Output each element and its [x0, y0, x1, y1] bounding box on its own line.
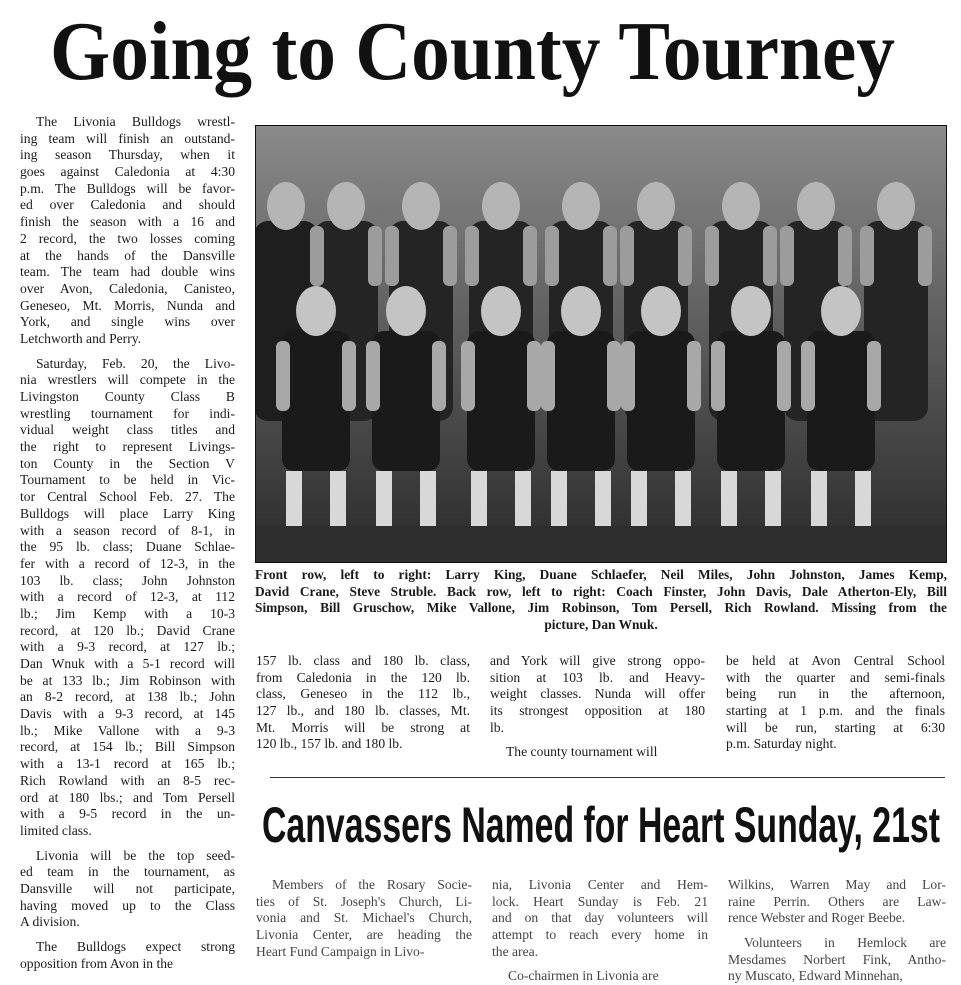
arm [777, 341, 791, 411]
arm [801, 341, 815, 411]
boot [675, 471, 691, 526]
front-row-body [547, 331, 615, 471]
boot [471, 471, 487, 526]
text-line: ing season Thursday, when it [20, 147, 235, 163]
boot [376, 471, 392, 526]
text-line: with a record of 12-3, at 112 [20, 589, 235, 605]
arm [678, 226, 692, 286]
canvassers-column-3 [728, 877, 946, 985]
text-line: Saturday, Feb. 20, the Livo- [36, 355, 235, 371]
arm [310, 226, 324, 286]
team-photo [255, 125, 947, 563]
text-line: Livingston County Class B [20, 389, 235, 404]
text-line: Livonia will be the top seed- [36, 847, 235, 863]
arm [780, 226, 794, 286]
text-line: attempt to reach every home in [492, 927, 708, 943]
text-line: rence Webster and Roger Beebe. [728, 910, 906, 926]
caption-line: David Crane, Steve Struble. Back row, left to right: Coach Finster, John Davis, Dale Atherton-Ely, Bill [255, 583, 947, 599]
text-line: The Livonia Bulldogs wrestl- [36, 114, 235, 129]
text-line: Members of the Rosary Socie- [272, 877, 472, 892]
arm [342, 341, 356, 411]
paragraph-gap [20, 840, 235, 848]
front-row-body [807, 331, 875, 471]
text-line: raine Perrin. Others are Law- [728, 893, 946, 909]
paragraph-gap [20, 348, 235, 356]
text-line: 2 record, the two losses coming [20, 230, 235, 246]
boot [855, 471, 871, 526]
wrestling-team-photo-image [256, 126, 946, 562]
text-line: 157 lb. class and 180 lb. class, [256, 653, 470, 668]
text-line: York, and single wins over [20, 314, 235, 330]
text-line: Wilkins, Warren May and Lor- [728, 877, 946, 892]
arm [838, 226, 852, 286]
text-line: having moved up to the Class [20, 897, 235, 913]
text-line: 120 lb., 157 lb. and 180 lb. [256, 736, 403, 752]
text-line: at the hands of the Dansville [20, 247, 235, 263]
text-line: The Bulldogs expect strong [36, 939, 235, 954]
text-line: ed over Caledonia and should [20, 197, 235, 213]
text-line: The county tournament will [506, 744, 658, 760]
text-line: Livonia Center, are heading the [256, 927, 472, 943]
caption-line: Front row, left to right: Larry King, Duane Schlaefer, Neil Miles, John Johnston, James Kemp, [255, 567, 947, 582]
text-line: Mt. Morris will be strong at [256, 719, 470, 735]
boot [551, 471, 567, 526]
headline: Going to County Tourney [50, 5, 895, 98]
back-row-head [797, 182, 835, 230]
text-line: the 95 lb. class; Duane Schlae- [20, 539, 235, 555]
text-line: will be run, starting at 6:30 [726, 719, 945, 735]
text-line: with a season record of 8-1, in [20, 522, 235, 538]
text-line: the area. [492, 943, 539, 959]
text-line: Heart Fund Campaign in Livo- [256, 943, 425, 959]
text-line: weight classes. Nunda will offer [490, 686, 705, 702]
text-line: being run in the afternoon, [726, 686, 945, 702]
text-line: lb.; Jim Kemp with a 10-3 [20, 605, 235, 621]
text-line: and York will give strong oppo- [490, 653, 705, 668]
text-line: team. The team had double wins [20, 264, 235, 280]
back-row-head [327, 182, 365, 230]
text-line: with the quarter and semi-finals [726, 669, 945, 685]
front-row-body [717, 331, 785, 471]
paragraph-gap [492, 960, 708, 968]
paragraph-gap [490, 736, 705, 744]
text-line: vonia and St. Michael's Church, [256, 910, 472, 926]
text-line: lb.; Mike Vallone with a 9-3 [20, 722, 235, 738]
paragraph-gap [728, 927, 946, 935]
text-line: Dan Wnuk with a 5-1 record will [20, 656, 235, 671]
text-line: wrestling tournament for indi- [20, 405, 235, 421]
front-row-head [561, 286, 601, 336]
arm [443, 226, 457, 286]
boot [595, 471, 611, 526]
text-line: Bulldogs will place Larry King [20, 505, 235, 521]
arm [603, 226, 617, 286]
article-column-3 [490, 653, 705, 761]
canvassers-column-1 [256, 877, 472, 960]
text-line: lock. Heart Sunday is Feb. 21 [492, 893, 708, 909]
back-row-head [637, 182, 675, 230]
text-line: Letchworth and Perry. [20, 330, 142, 346]
article-left-column [20, 114, 235, 972]
front-row-head [386, 286, 426, 336]
caption-line: Simpson, Bill Gruschow, Mike Vallone, Jim Robinson, Tom Persell, Rich Rowland. Missing from the [255, 600, 947, 615]
text-line: record, at 154 lb.; Bill Simpson [20, 739, 235, 755]
paragraph-gap [20, 931, 235, 939]
text-line: finish the season with a 16 and [20, 214, 235, 230]
front-row-body [467, 331, 535, 471]
back-row-head [877, 182, 915, 230]
text-line: be held at Avon Central School [726, 653, 945, 668]
arm [276, 341, 290, 411]
arm [705, 226, 719, 286]
text-line: nia, Livonia Center and Hem- [492, 877, 708, 892]
arm [432, 341, 446, 411]
text-line: opposition from Avon in the [20, 955, 174, 971]
article-column-4 [726, 653, 945, 753]
text-line: 127 lb., and 180 lb. classes, Mt. [256, 703, 470, 719]
text-line: fer with a record of 12-3, in the [20, 555, 235, 571]
text-line: Davis with a 9-3 record, at 145 [20, 706, 235, 722]
front-row-head [296, 286, 336, 336]
text-line: ord at 180 lbs.; and Tom Persell [20, 789, 235, 805]
text-line: Volunteers in Hemlock are [744, 935, 946, 951]
boot [765, 471, 781, 526]
back-row-head [267, 182, 305, 230]
text-line: sition at 103 lb. and Heavy- [490, 669, 705, 685]
text-line: goes against Caledonia at 4:30 [20, 164, 235, 180]
photo-caption [255, 567, 947, 633]
text-line: Geneseo, Mt. Morris, Nunda and [20, 297, 235, 313]
front-row-body [627, 331, 695, 471]
text-line: be at 133 lb.; Jim Robinson with [20, 672, 235, 688]
arm [711, 341, 725, 411]
back-row-head [562, 182, 600, 230]
canvassers-column-2 [492, 877, 708, 985]
arm [860, 226, 874, 286]
arm [368, 226, 382, 286]
text-line: ed team in the tournament, as [20, 864, 235, 880]
boot [811, 471, 827, 526]
text-line: and on that day volunteers will [492, 910, 708, 926]
text-line: its strongest opposition at 180 [490, 703, 705, 719]
back-row-head [482, 182, 520, 230]
text-line: Co-chairmen in Livonia are [508, 968, 659, 984]
text-line: limited class. [20, 822, 92, 838]
text-line: with a 9-3 record, at 127 lb.; [20, 639, 235, 655]
text-line: 103 lb. class; John Johnston [20, 572, 235, 588]
text-line: starting at 1 p.m. and the finals [726, 703, 945, 719]
front-row-head [641, 286, 681, 336]
arm [527, 341, 541, 411]
arm [523, 226, 537, 286]
boot [515, 471, 531, 526]
article-column-2 [256, 653, 470, 753]
text-line: lb. [490, 719, 504, 735]
floor [256, 526, 946, 562]
arm [541, 341, 555, 411]
text-line: p.m. Saturday night. [726, 736, 837, 752]
front-row-head [821, 286, 861, 336]
text-line: with a 13-1 record at 165 lb.; [20, 756, 235, 772]
back-row-head [722, 182, 760, 230]
front-row-body [372, 331, 440, 471]
text-line: ing team will finish an outstand- [20, 130, 235, 146]
boot [631, 471, 647, 526]
text-line: A division. [20, 914, 80, 930]
text-line: Tournament to be held in Vic- [20, 472, 235, 488]
section-divider [270, 777, 945, 778]
text-line: ties of St. Joseph's Church, Li- [256, 893, 472, 909]
arm [366, 341, 380, 411]
headline-canvassers: Canvassers Named for Heart Sunday, 21st [262, 797, 940, 853]
text-line: record, at 120 lb.; David Crane [20, 622, 235, 638]
arm [465, 226, 479, 286]
text-line: tor Central School Feb. 27. The [20, 489, 235, 505]
arm [687, 341, 701, 411]
text-line: the right to represent Livings- [20, 439, 235, 455]
text-line: class, Geneseo in the 112 lb., [256, 686, 470, 702]
text-line: an 8-2 record, at 138 lb.; John [20, 689, 235, 705]
front-row-head [481, 286, 521, 336]
text-line: Dansville will not participate, [20, 880, 235, 896]
text-line: with a 9-5 record in the un- [20, 806, 235, 822]
text-line: from Caledonia in the 120 lb. [256, 669, 470, 685]
back-row-head [402, 182, 440, 230]
arm [621, 341, 635, 411]
text-line: Mesdames Norbert Fink, Antho- [728, 951, 946, 967]
text-line: ny Muscato, Edward Minnehan, [728, 968, 903, 984]
arm [545, 226, 559, 286]
boot [420, 471, 436, 526]
arm [620, 226, 634, 286]
arm [461, 341, 475, 411]
arm [607, 341, 621, 411]
caption-line: picture, Dan Wnuk. [544, 616, 658, 632]
front-row-head [731, 286, 771, 336]
arm [867, 341, 881, 411]
text-line: nia wrestlers will compete in the [20, 372, 235, 388]
arm [763, 226, 777, 286]
text-line: p.m. The Bulldogs will be favor- [20, 180, 235, 196]
arm [385, 226, 399, 286]
boot [721, 471, 737, 526]
text-line: ton County in the Section V [20, 455, 235, 471]
text-line: vidual weight class titles and [20, 422, 235, 438]
boot [330, 471, 346, 526]
front-row-body [282, 331, 350, 471]
arm [918, 226, 932, 286]
boot [286, 471, 302, 526]
text-line: over Avon, Caledonia, Canisteo, [20, 280, 235, 296]
text-line: Rich Rowland with an 8-5 rec- [20, 772, 235, 788]
